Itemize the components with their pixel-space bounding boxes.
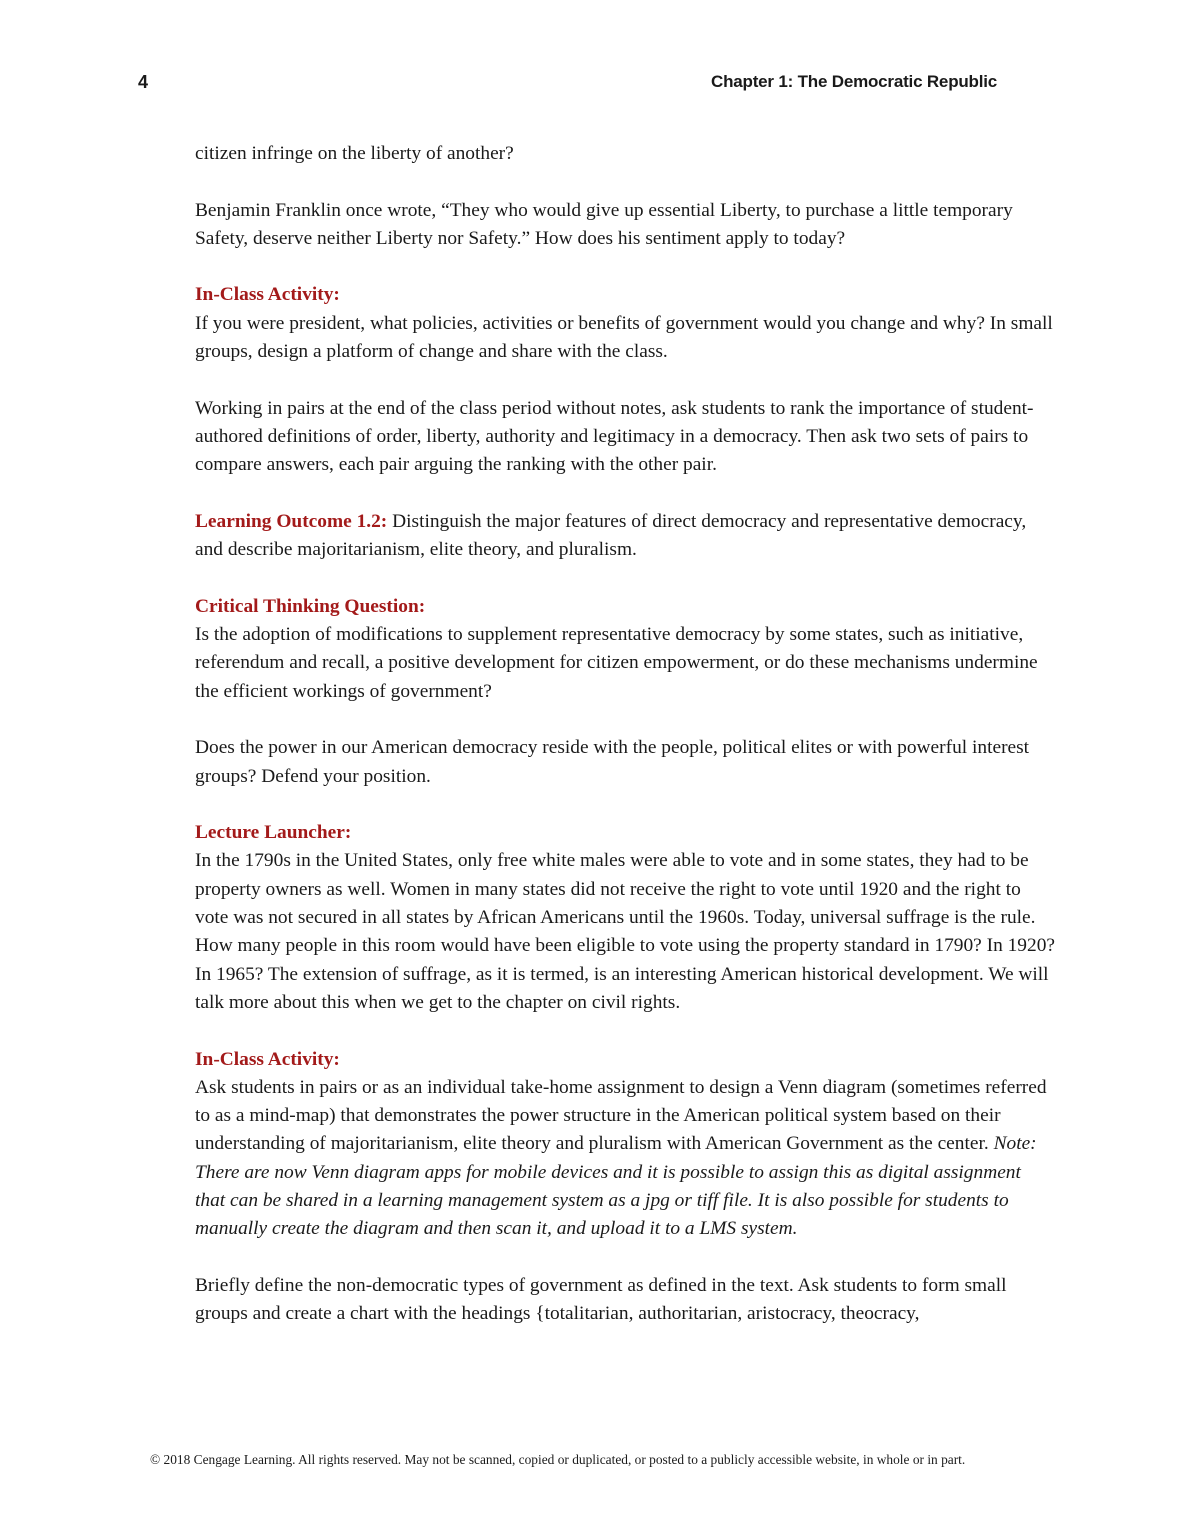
section-heading: In-Class Activity: xyxy=(195,284,340,306)
learning-outcome-label: Learning Outcome 1.2: xyxy=(195,510,388,532)
lecture-launcher xyxy=(195,819,1055,1017)
in-class-activity-1 xyxy=(195,281,1055,366)
paragraph-pairs: Working in pairs at the end of the class period without notes, ask students to rank the importance of student-authored definitions of order, liberty, authority and legitimacy in a democracy. Then ask two sets of pairs to compare answers, each pair arguing the ranking with the other pair. xyxy=(195,397,1034,476)
activity-text: If you were president, what policies, activities or benefits of government would you change and why? In small groups, design a platform of change and share with the class. xyxy=(195,312,1053,363)
section-heading: In-Class Activity: xyxy=(195,1048,340,1070)
activity-text: Ask students in pairs or as an individual take-home assignment to design a Venn diagram (sometimes referred to as a mind-map) that demonstrates the power structure in the American political system based on their understanding of majoritarianism, elite theory and pluralism with American Government as the center. xyxy=(195,1076,1047,1155)
running-head: Chapter 1: The Democratic Republic xyxy=(711,72,998,91)
question-text: Is the adoption of modifications to supplement representative democracy by some states, such as initiative, referendum and recall, a positive development for citizen empowerment, or do these mechanisms undermine the efficient workings of government? xyxy=(195,624,1038,702)
lecture-text: In the 1790s in the United States, only free white males were able to vote and in some states, they had to be property owners as well. Women in many states did not receive the right to vote until 1920 and the right to vote was not secured in all states by African Americans until the 1960s. Today, universal suffrage is the rule. How many people in this room would have been eligible to vote using the property standard in 1790? In 1920? In 1965? The extension of suffrage, as it is termed, is an interesting American historical development. We will talk more about this when we get to the chapter on civil rights. xyxy=(195,850,1056,1013)
section-heading: Lecture Launcher: xyxy=(195,822,352,844)
activity-note: Note: There are now Venn diagram apps for mobile devices and it is possible to assign this as digital assignment that can be shared in a learning management system as a jpg or tiff file. It is also possible for students to manually create the diagram and then scan it, and upload it to a LMS system. xyxy=(195,1133,1037,1240)
page-body xyxy=(195,140,1055,1328)
critical-thinking-question xyxy=(195,593,1055,706)
section-heading: Critical Thinking Question: xyxy=(195,595,426,617)
paragraph-define: Briefly define the non-democratic types of government as defined in the text. Ask students to form small groups and create a chart with the headings {totalitarian, authoritarian, aristocracy, theocracy, xyxy=(195,1274,1007,1325)
page-number: 4 xyxy=(138,72,149,92)
copyright-footer: © 2018 Cengage Learning. All rights reserved. May not be scanned, copied or duplicated, or posted to a publicly accessible website, in whole or in part. xyxy=(150,1452,966,1467)
paragraph-intro: citizen infringe on the liberty of another? xyxy=(195,143,514,164)
in-class-activity-2 xyxy=(195,1046,1055,1244)
paragraph-power: Does the power in our American democracy reside with the people, political elites or with powerful interest groups? Defend your position. xyxy=(195,737,1030,787)
paragraph-franklin-quote: Benjamin Franklin once wrote, “They who would give up essential Liberty, to purchase a little temporary Safety, deserve neither Liberty nor Safety.” How does his sentiment apply to today? xyxy=(195,199,1013,249)
learning-outcome-text: Distinguish the major features of direct democracy and representative democracy, and describe majoritarianism, elite theory, and pluralism. xyxy=(195,510,1027,561)
learning-outcome xyxy=(195,508,1055,565)
